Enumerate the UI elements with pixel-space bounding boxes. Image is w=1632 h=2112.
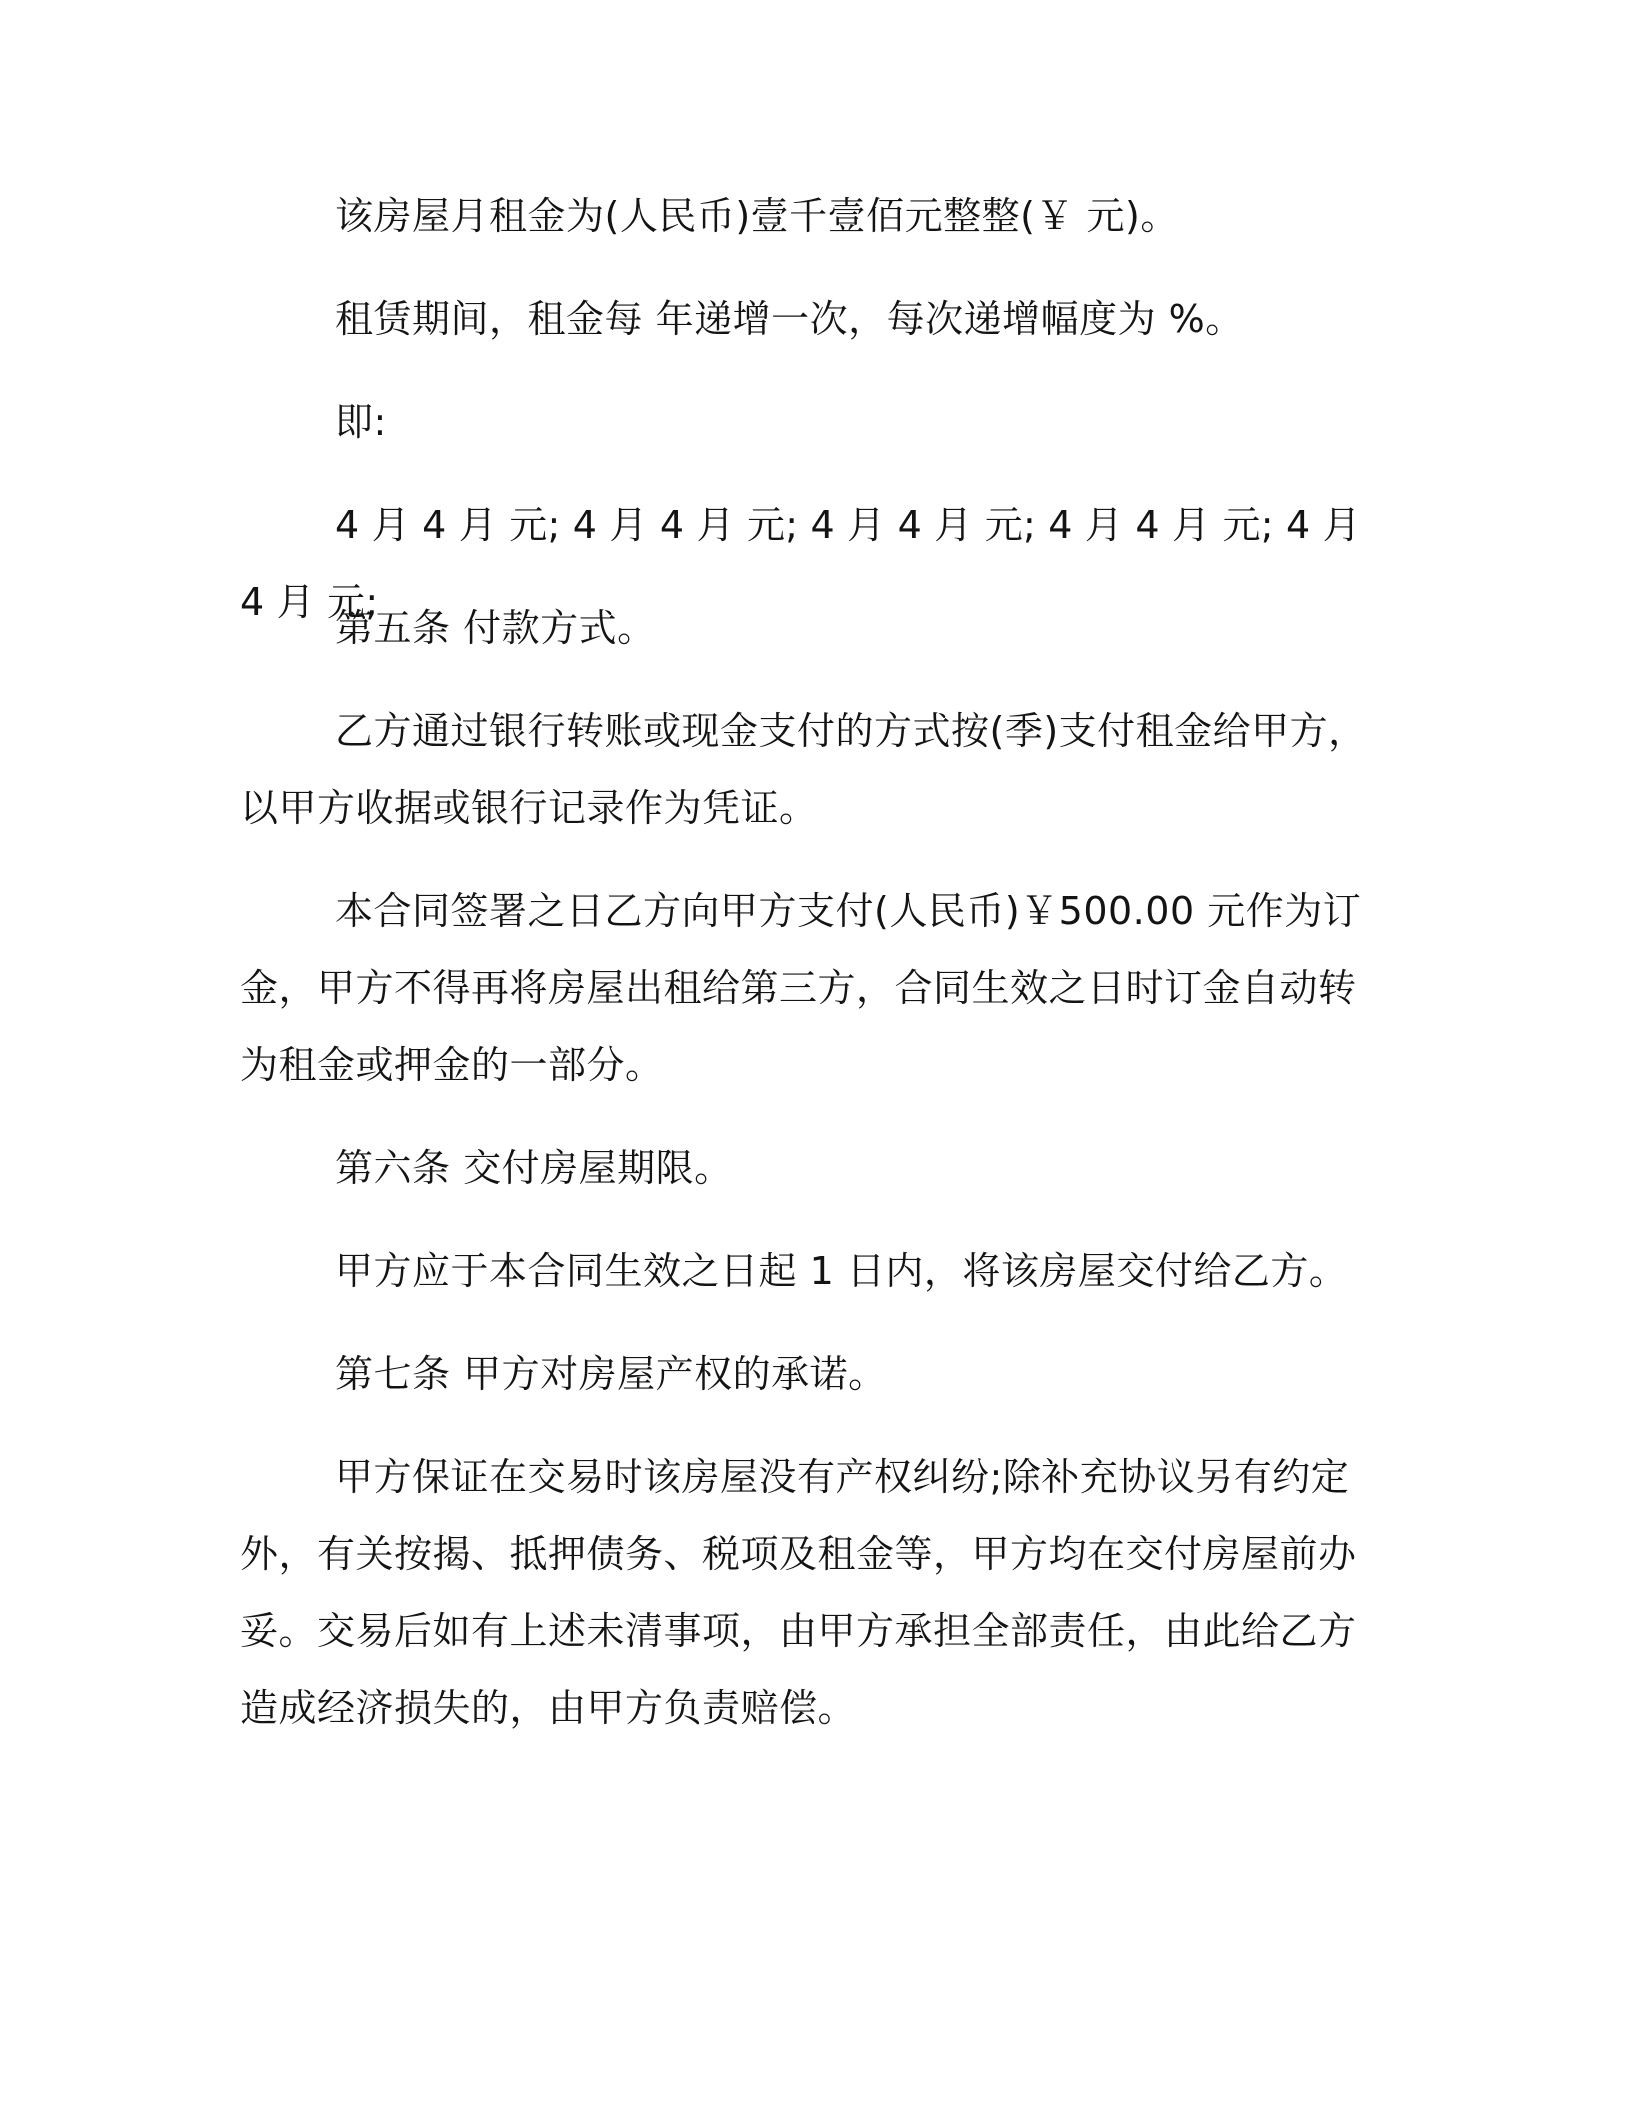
paragraph-property-promise: 甲方保证在交易时该房屋没有产权纠纷;除补充协议另有约定外，有关按揭、抵押债务、税项及租金等，甲方均在交付房屋前办妥。交易后如有上述未清事项，由甲方承担全部责任，由此给乙方造成经济损失的，由甲方负责赔偿。 xyxy=(240,1455,1357,1730)
paragraph-rent-schedule: 4 月 4 月 元; 4 月 4 月 元; 4 月 4 月 元; 4 月 4 月 元; 4 月 4 月 元; xyxy=(240,503,1361,624)
paragraph-deposit: 本合同签署之日乙方向甲方支付(人民币)￥500.00 元作为订金，甲方不得再将房屋出租给第三方，合同生效之日时订金自动转为租金或押金的一部分。 xyxy=(240,889,1362,1087)
paragraph-namely: 即: xyxy=(335,400,387,444)
heading-article-6: 第六条 交付房屋期限。 xyxy=(335,1146,733,1190)
heading-article-7: 第七条 甲方对房屋产权的承诺。 xyxy=(335,1352,887,1396)
heading-article-5: 第五条 付款方式。 xyxy=(335,606,656,650)
paragraph-delivery-deadline: 甲方应于本合同生效之日起 1 日内，将该房屋交付给乙方。 xyxy=(335,1249,1348,1293)
paragraph-rent-increase: 租赁期间，租金每 年递增一次，每次递增幅度为 %。 xyxy=(335,297,1244,341)
paragraph-monthly-rent: 该房屋月租金为(人民币)壹千壹佰元整整(￥ 元)。 xyxy=(335,194,1179,238)
paragraph-payment-method: 乙方通过银行转账或现金支付的方式按(季)支付租金给甲方，以甲方收据或银行记录作为凭证。 xyxy=(240,709,1367,830)
